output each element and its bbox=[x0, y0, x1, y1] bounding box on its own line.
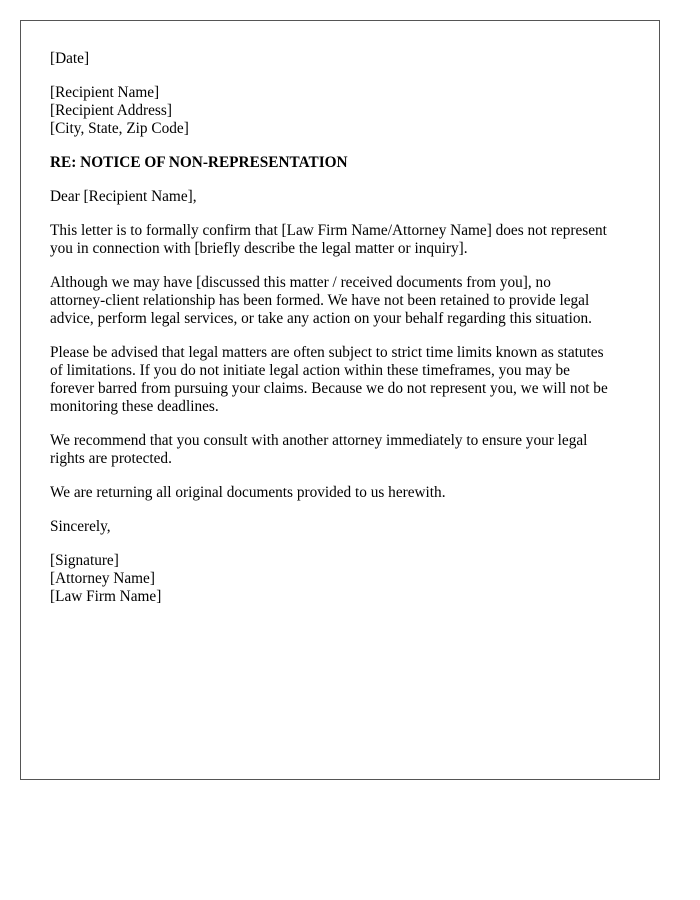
paragraph-line: you in connection with [briefly describe the legal matter or inquiry]. bbox=[50, 240, 468, 257]
signature: [Signature] bbox=[50, 552, 119, 569]
closing: Sincerely, bbox=[50, 518, 111, 535]
paragraph-line: of limitations. If you do not initiate legal action within these timeframes, you may be bbox=[50, 362, 570, 379]
paragraph-line: rights are protected. bbox=[50, 450, 172, 467]
letter-date: [Date] bbox=[50, 50, 90, 67]
subject-block bbox=[50, 154, 640, 172]
paragraph-line: attorney-client relationship has been formed. We have not been retained to provide legal bbox=[50, 292, 590, 309]
date-block bbox=[50, 50, 640, 68]
paragraph-2 bbox=[50, 274, 640, 328]
recipient-name: [Recipient Name] bbox=[50, 84, 160, 101]
paragraph-5 bbox=[50, 484, 640, 502]
signature-block bbox=[50, 552, 640, 606]
letter-page bbox=[20, 20, 660, 780]
paragraph-line: We are returning all original documents provided to us herewith. bbox=[50, 484, 446, 501]
law-firm-name: [Law Firm Name] bbox=[50, 588, 162, 605]
paragraph-line: forever barred from pursuing your claims. Because we do not represent you, we will not be bbox=[50, 380, 608, 397]
recipient-city-state-zip: [City, State, Zip Code] bbox=[50, 120, 189, 137]
closing-block bbox=[50, 518, 640, 536]
paragraph-4 bbox=[50, 432, 640, 468]
paragraph-line: monitoring these deadlines. bbox=[50, 398, 219, 415]
paragraph-line: This letter is to formally confirm that [Law Firm Name/Attorney Name] does not represent bbox=[50, 222, 607, 239]
paragraph-1 bbox=[50, 222, 640, 258]
paragraph-line: We recommend that you consult with another attorney immediately to ensure your legal bbox=[50, 432, 588, 449]
paragraph-line: Please be advised that legal matters are often subject to strict time limits known as statutes bbox=[50, 344, 604, 361]
paragraph-line: Although we may have [discussed this matter / received documents from you], no bbox=[50, 274, 551, 291]
paragraph-3 bbox=[50, 344, 640, 416]
recipient-address: [Recipient Address] bbox=[50, 102, 172, 119]
attorney-name: [Attorney Name] bbox=[50, 570, 155, 587]
letter-subject: RE: NOTICE OF NON-REPRESENTATION bbox=[50, 154, 348, 171]
paragraph-line: advice, perform legal services, or take any action on your behalf regarding this situation. bbox=[50, 310, 593, 327]
salutation-block bbox=[50, 188, 640, 206]
letter-body bbox=[50, 50, 640, 622]
salutation: Dear [Recipient Name], bbox=[50, 188, 197, 205]
recipient-block bbox=[50, 84, 640, 138]
